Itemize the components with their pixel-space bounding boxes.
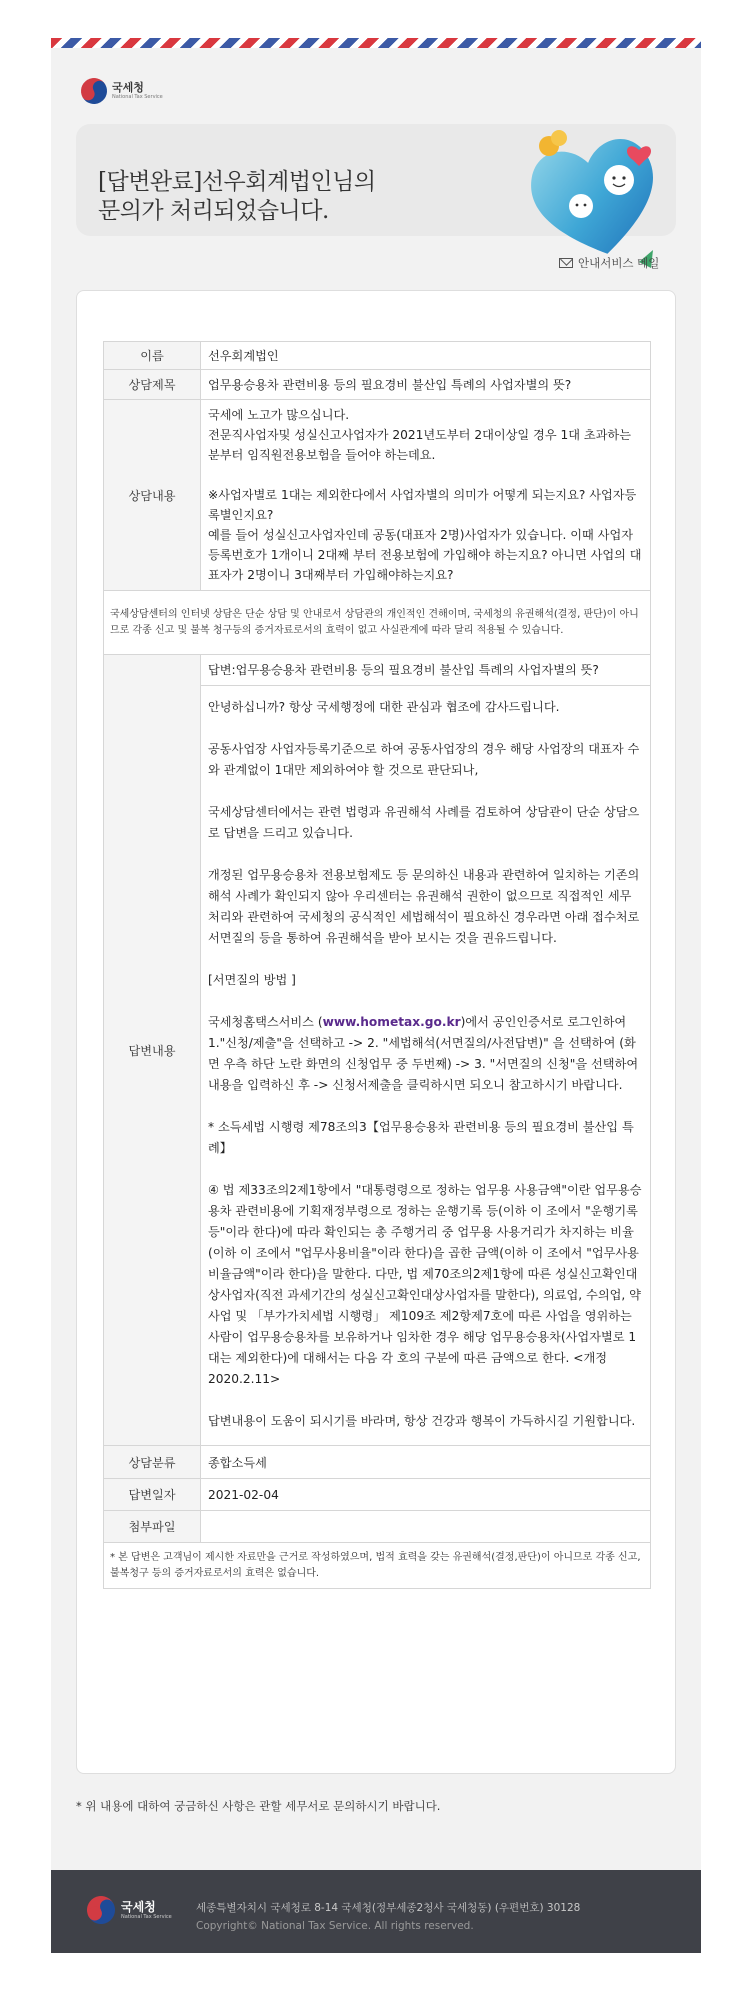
hometax-link[interactable]: www.hometax.go.kr xyxy=(322,1015,461,1029)
category-label: 상담분류 xyxy=(104,1446,201,1479)
footer-address: 세종특별자치시 국세청로 8-14 국세청(정부세종2청사 국세청동) (우편번호) 30128 xyxy=(196,1902,581,1914)
table-row xyxy=(104,1446,651,1479)
name-value: 선우회계법인 xyxy=(201,342,651,370)
attachment-label: 첨부파일 xyxy=(104,1511,201,1543)
answer-body xyxy=(201,686,650,1445)
table-row xyxy=(104,342,651,370)
page-title: [답변완료]선우회계법인님의 문의가 처리되었습니다. xyxy=(98,169,376,224)
answer-label: 답변내용 xyxy=(104,655,201,1446)
airmail-border xyxy=(51,38,701,48)
table-row xyxy=(104,1543,651,1589)
footer-logo xyxy=(87,1896,172,1924)
footnote: * 위 내용에 대하여 궁금하신 사항은 관할 세무서로 문의하시기 바랍니다. xyxy=(76,1799,441,1813)
content-value: 국세에 노고가 많으십니다. 전문직사업자및 성실신고사업자가 2021년도부터 2대이상일 경우 1대 초과하는 분부터 임직원전용보험을 들어야 하는데요. ※사업자별로 1대는 제외한다에서 사업자별의 의미가 어떻게 되는지요? 사업자등록별인지요? 예를 들어 성실신고사업자인데 공동(대표자 2명)사업자가 있습니다. 이때 사업자등록번호가 1개이니 2대째 부터 전용보험에 가입해야 하는지요? 아니면 사업의 대표자가 2명이니 3대째부터 가입해야하는지요? xyxy=(201,400,651,591)
mail-service-link[interactable] xyxy=(559,255,659,271)
name-label: 이름 xyxy=(104,342,201,370)
content-card xyxy=(76,290,676,1774)
footer-copyright: Copyright© National Tax Service. All rights reserved. xyxy=(196,1920,474,1932)
category-value: 종합소득세 xyxy=(201,1446,651,1479)
answer-text-part2: )에서 공인인증서로 로그인하여 1."신청/제출"을 선택하고 -> 2. "세법해석(서면질의/사전답변)" 을 선택하여 (화면 우측 하단 노란 화면의 신청업무 중 두번째) -> 3. "서면질의 신청"을 선택하여 내용을 입력하신 후 -> 신청서제출을 클릭하시면 되오니 참고하시기 바랍니다. * 소득세법 시행령 제78조의3【업무용승용차 관련비용 등의 필요경비 불산입 특례】 ④ 법 제33조의2제1항에서 "대통령령으로 정하는 업무용 사용금액"이란 업무용승용차 관련비용에 기획재정부령으로 정하는 운행기록 등(이하 이 조에서 "운행기록등"이라 한다)에 따라 확인되는 총 주행거리 중 업무용 사용거리가 차지하는 비율(이하 이 조에서 "업무사용비율"이라 한다)을 곱한 금액(이하 이 조에서 "업무사용비율금액"이라 한다)을 말한다. 다만, 법 제70조의2제1항에 따른 성실신고확인대상사업자(직전 과세기간의 성실신고확인대상사업자를 말한다), 의료업, 수의업, 약사업 및 「부가가치세법 시행령」 제109조 제2항제7호에 따른 사업을 영위하는 사람이 업무용승용차를 보유하거나 임차한 경우 해당 업무용승용차(사업자별로 1대는 제외한다)에 대해서는 다음 각 호의 구분에 따른 금액으로 한다. <개정 2020.2.11> 답변내용이 도움이 되시기를 바라며, 항상 건강과 행복이 가득하시길 기원합니다. xyxy=(208,1015,642,1428)
subject-label: 상담제목 xyxy=(104,370,201,400)
answer-text-part1: 안녕하십니까? 항상 국세행정에 대한 관심과 협조에 감사드립니다. 공동사업장 사업자등록기준으로 하여 공동사업장의 경우 해당 사업장의 대표자 수와 관계없이 1대만 제외하여야 할 것으로 판단되나, 국세상담센터에서는 관련 법령과 유권해석 사례를 검토하여 상담관이 단순 상담으로 답변을 드리고 있습니다. 개정된 업무용승용차 전용보험제도 등 문의하신 내용과 관련하여 일치하는 기존의 해석 사례가 확인되지 않아 우리센터는 유권해석 권한이 없으므로 직접적인 세무처리와 관련하여 국세청의 공식적인 세법해석이 필요하신 경우라면 아래 접수처로 서면질의 등을 통하여 유권해석을 받아 보시는 것을 권유드립니다. [서면질의 방법 ] 국세청홈택스서비스 ( xyxy=(208,700,640,1029)
table-row xyxy=(104,655,651,1446)
mail-service-label: 안내서비스 메일 xyxy=(578,256,660,270)
attachment-value[interactable] xyxy=(201,1511,651,1543)
content-label: 상담내용 xyxy=(104,400,201,591)
footer-logo-korean: 국세청 xyxy=(121,1899,156,1914)
nts-logo xyxy=(81,75,163,107)
answer-cell xyxy=(201,655,651,1446)
envelope-icon xyxy=(559,258,573,268)
table-row xyxy=(104,400,651,591)
table-row xyxy=(104,370,651,400)
date-value: 2021-02-04 xyxy=(201,1479,651,1511)
consult-notice: 국세상담센터의 인터넷 상담은 단순 상담 및 안내로서 상담관의 개인적인 견해이며, 국세청의 유권해석(결정, 판단)이 아니므로 각종 신고 및 불복 청구등의 증거자료로서의 효력이 없고 사실관계에 따라 달리 적용될 수 있습니다. xyxy=(104,591,651,655)
taegeuk-emblem-icon xyxy=(76,73,112,109)
subject-value: 업무용승용차 관련비용 등의 필요경비 불산입 특례의 사업자별의 뜻? xyxy=(201,370,651,400)
consultation-table xyxy=(103,341,651,1589)
table-row xyxy=(104,591,651,655)
logo-korean: 국세청 xyxy=(112,81,144,94)
table-row xyxy=(104,1479,651,1511)
footer xyxy=(51,1870,701,1953)
footer-logo-english: National Tax Service xyxy=(121,1913,172,1920)
answer-disclaimer: * 본 답변은 고객님이 제시한 자료만을 근거로 작성하였으며, 법적 효력을 갖는 유권해석(결정,판단)이 아니므로 각종 신고, 불복청구 등의 증거자료로서의 효력은 없습니다. xyxy=(104,1543,651,1589)
date-label: 답변일자 xyxy=(104,1479,201,1511)
table-row xyxy=(104,1511,651,1543)
logo-english: National Tax Service xyxy=(112,94,163,100)
footer-emblem-icon xyxy=(82,1891,120,1929)
email-frame xyxy=(51,38,701,1953)
answer-title: 답변:업무용승용차 관련비용 등의 필요경비 불산입 특례의 사업자별의 뜻? xyxy=(201,655,650,686)
